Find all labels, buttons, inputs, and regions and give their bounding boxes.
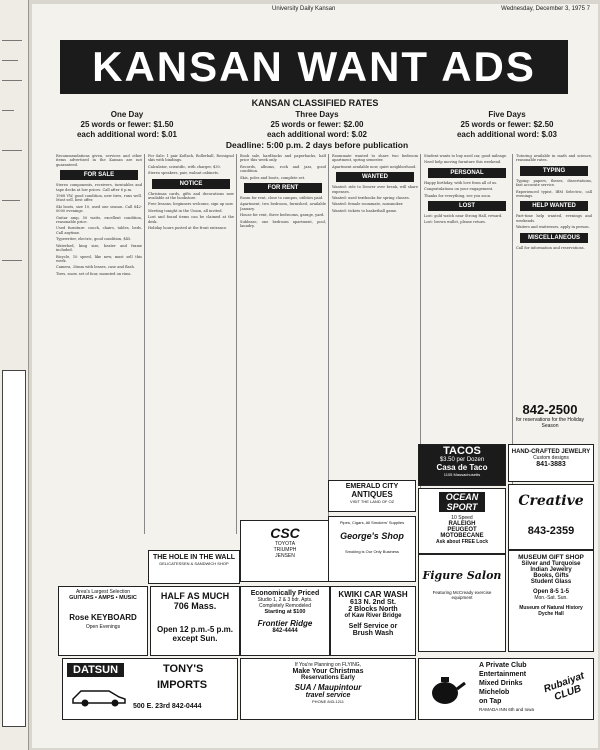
section-header-notice: NOTICE: [152, 179, 230, 189]
tacos-ad: TACOS $3.50 per Dozen Casa de Taco 1105 Massachusetts: [418, 444, 506, 486]
half-as-much-ad: HALF AS MUCH 706 Mass. Open 12 p.m.-5 p.m. except Sun.: [150, 586, 240, 656]
classified-column-4: Roommate wanted to share two bedroom apartment, spring semester. Apartment available now, quiet neighborhood. WANTED Wanted: ride to Denver over break, will share expenses. Wanted: used textbooks for spring classes. Wanted: female roommate, nonsmoker. Wanted: tickets to basketball game.: [332, 154, 418, 213]
shop-word: Shop: [381, 531, 404, 541]
classified-column-6: Tutoring available in math and science, reasonable rates. TYPING Typing: papers, theses, dissertations, fast accurate service. Experienced typist, IBM Selectric, call evenings. HELP WANTED Part-time help wanted, evenings and weekends. Waiters and waitresses, apply in person. MISCELLANEOUS Call for information and reservations.: [516, 154, 592, 250]
teapot-icon: [427, 671, 467, 707]
datsun-tonys-imports-ad: DATSUN TONY'S IMPORTS 500 E. 23rd 842-0444: [62, 658, 238, 720]
section-header-for-sale: FOR SALE: [60, 170, 138, 180]
classified-column-5: Student wants to buy used car, good mileage. Need help moving furniture this weekend. PERSONAL Happy birthday, with love from all of us. Congratulations on your engagement. Thanks for everything, see you soon. LOST Lost: gold watch near Strong Hall, reward. Lost: brown wallet, please return.: [424, 154, 508, 225]
rubaiyat-club-ad: A Private Club Entertainment Mixed Drinks Michelob on Tap RAMADA INN 6th and Iowa Rubaiyat CLUB: [418, 658, 594, 720]
section-header-for-rent: FOR RENT: [244, 183, 322, 193]
museum-gift-shop-ad: MUSEUM GIFT SHOP Silver and Turquoise Indian Jewelry Books, Gifts Student Glass Open 8-5 1-5 Mon.-Sat. Sun. Museum of Natural History Dyche Hall: [508, 550, 594, 652]
newspaper-page: [32, 4, 598, 748]
csc-ad: CSC TOYOTA TRIUMPH JENSEN: [240, 520, 330, 582]
frontier-ridge-ad: Economically Priced Studio 1, 2 & 3 bdr. Apts. Completely Remodeled Starting at $100 Frontier Ridge 842-4444: [240, 586, 330, 656]
rate-line: 25 words or fewer: $2.50: [460, 120, 554, 129]
classified-column-1: Recommendations given, services and other items advertised in the Kansan are not guaranteed. FOR SALE Stereo components, receivers, turntables and tape decks at low prices. Call after 6 p.m. 1968 VW, good condition, new tires, runs well. Must sell, best offer. Ski boots, size 10, used one season. Call 842-0000 evenings. Guitar amp, 50 watts, excellent condition, reasonable price. Used furniture: couch, chairs, tables, beds. Call anytime. Typewriter, electric, good condition, $45. Waterbed, king size, heater and frame included. Bicycle, 10 speed, like new, must sell this week. Camera, 35mm with lenses, case and flash. Tires, snow, set of four, mounted on rims.: [56, 154, 142, 276]
georges-shop-ad: Pipes, Cigars, All Smokers' Supplies George's Shop Smoking is Our Only Business: [328, 516, 416, 582]
section-header-lost: LOST: [428, 201, 506, 211]
page-title: KANSAN WANT ADS: [60, 40, 568, 94]
rate-label: Five Days: [488, 110, 526, 119]
section-header-personal: PERSONAL: [428, 168, 506, 178]
running-header: [32, 6, 598, 16]
bike-shop-ad: OCEAN SPORT 10 Speed RALEIGH PEUGEOT MOTOBECANE Ask about FREE Lock: [418, 488, 506, 554]
kwiki-car-wash-ad: KWIKI CAR WASH 613 N. 2nd St. 2 Blocks North of Kaw River Bridge Self Service or Brush Wash: [330, 586, 416, 656]
creative-ad: Creative 843-2359: [508, 484, 594, 550]
section-header-wanted: WANTED: [336, 172, 414, 182]
rate-line: 25 words or fewer: $2.00: [270, 120, 364, 129]
rate-line: each additional word: $.01: [76, 130, 178, 139]
rates-title: KANSAN CLASSIFIED RATES: [251, 98, 379, 108]
rate-label: One Day: [110, 110, 144, 119]
rate-line: each additional word: $.03: [456, 130, 558, 139]
travel-service-ad: If You're Planning on FLYING, Make Your Christmas Reservations Early SUA / Maupintour travel service PHONE 843-1211: [240, 658, 416, 720]
issue-date: Wednesday, December 3, 1975: [501, 6, 585, 12]
classified-column-3: Book sale, hardbacks and paperbacks, half price this week only. Records, albums, rock and jazz, good condition. Skis, poles and boots, complete set. FOR RENT Room for rent, close to campus, utilities paid. Apartment, two bedroom, furnished, available January. House for rent, three bedrooms, garage, yard. Sublease, one bedroom apartment, pool, laundry.: [240, 154, 326, 229]
shop-name: George's: [340, 531, 379, 541]
rate-line: 25 words or fewer: $1.50: [80, 120, 174, 129]
section-header-typing: TYPING: [520, 166, 588, 176]
rate-one-day: [52, 110, 202, 140]
phone-ad: 842-2500 for reservations for the Holiday Season: [515, 402, 585, 429]
deadline: Deadline: 5:00 p.m. 2 days before publication: [225, 140, 409, 150]
guitars-ad: Area's Largest Selection GUITARS • AMPS • MUSIC Rose KEYBOARD Open Evenings: [58, 586, 148, 656]
rate-three-days: [222, 110, 412, 150]
hole-in-the-wall-ad: THE HOLE IN THE WALL DELICATESSEN & SANDWICH SHOP: [148, 550, 240, 584]
section-header-miscellaneous: MISCELLANEOUS: [520, 233, 588, 243]
classified-column-2: For Sale: 1 pair Koflach, Rollerball, Rossignol skis with bindings. Calculator, scientific, with charger, $30. Stereo speakers, pair, walnut cabinets. NOTICE Christmas cards, gifts and decorations now available at the bookstore. Free lessons, beginners welcome, sign up now. Meeting tonight in the Union, all invited. Lost and found items can be claimed at the desk. Holiday hours posted at the front entrance.: [148, 154, 234, 231]
rate-label: Three Days: [295, 110, 339, 119]
rate-five-days: [432, 110, 582, 140]
car-icon: [69, 683, 129, 707]
rate-line: each additional word: $.02: [266, 130, 368, 139]
section-header-help-wanted: HELP WANTED: [520, 201, 588, 211]
emerald-city-ad: EMERALD CITY ANTIQUES VISIT THE LAND OF OZ: [328, 480, 416, 512]
paper-name: University Daily Kansan: [272, 6, 336, 12]
adjacent-page-strip: [0, 0, 29, 750]
page-number: 7: [586, 6, 590, 12]
jewelry-ad: HAND-CRAFTED JEWELRY Custom designs 841-3883: [508, 444, 594, 482]
figure-salon-ad: Figure Salon Featuring McCready exercise equipment: [418, 554, 506, 652]
